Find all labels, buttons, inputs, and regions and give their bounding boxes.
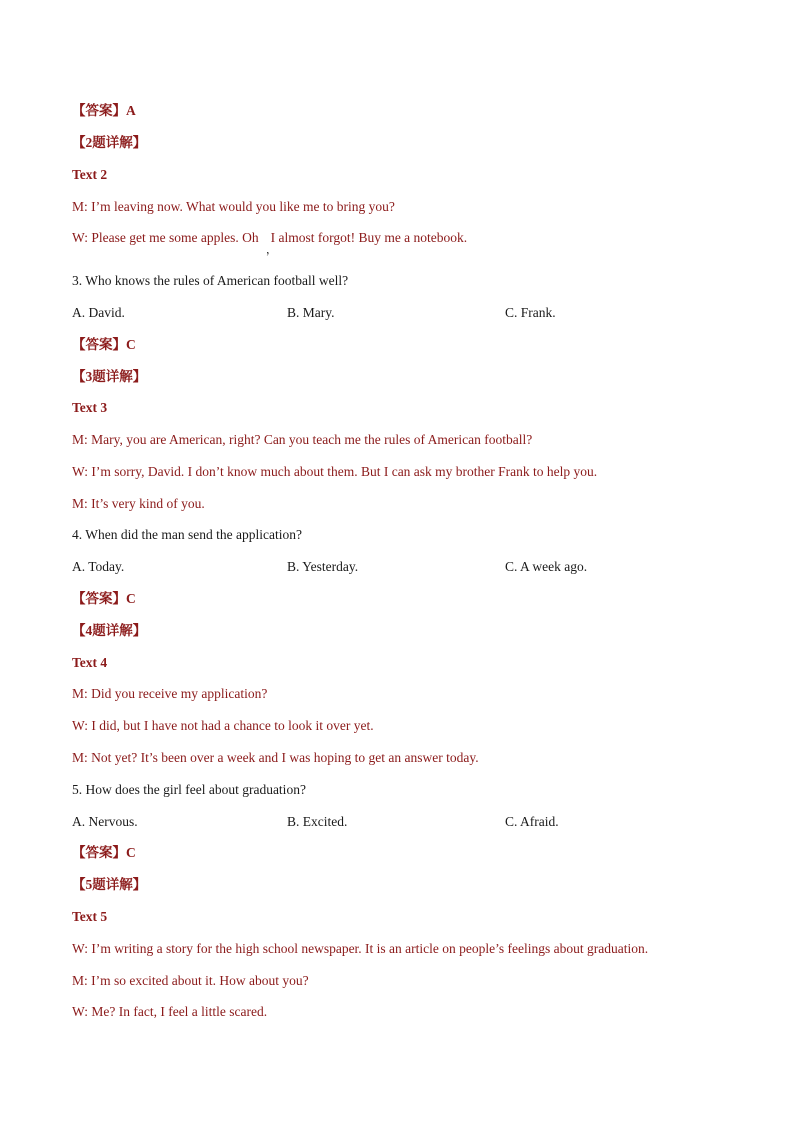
q4-question: 4. When did the man send the application? (72, 527, 302, 542)
q4-text-title: Text 4 (72, 655, 108, 670)
q4-option-a: A. Today. (72, 559, 125, 574)
q3-dialogue-line-1: M: Mary, you are American, right? Can you teach me the rules of American football? (72, 432, 533, 447)
q4-detail-heading: 【4题详解】 (72, 623, 147, 638)
q3-option-a: A. David. (72, 305, 125, 320)
q4-option-c: C. A week ago. (505, 559, 588, 574)
q3-option-b: B. Mary. (287, 305, 335, 320)
q5-option-a: A. Nervous. (72, 814, 138, 829)
q2-detail-heading: 【2题详解】 (72, 135, 147, 150)
q5-dialogue-line-2: M: I’m so excited about it. How about you? (72, 973, 309, 988)
q2-line2-part1: W: Please get me some apples. Oh (72, 230, 259, 245)
q5-option-b: B. Excited. (287, 814, 348, 829)
q3-answer: 【答案】C (72, 337, 136, 352)
q2-line2-part2: I almost forgot! Buy me a notebook. (270, 230, 468, 245)
q3-text-title: Text 3 (72, 400, 108, 415)
q3-dialogue-line-3: M: It’s very kind of you. (72, 496, 205, 511)
q3-question: 3. Who knows the rules of American football well? (72, 273, 349, 288)
q5-answer: 【答案】C (72, 845, 136, 860)
q4-dialogue-line-3: M: Not yet? It’s been over a week and I was hoping to get an answer today. (72, 750, 479, 765)
q4-dialogue-line-2: W: I did, but I have not had a chance to look it over yet. (72, 718, 374, 733)
q5-option-c: C. Afraid. (505, 814, 559, 829)
q4-answer: 【答案】C (72, 591, 136, 606)
q2-comma-mark: ， (266, 244, 277, 256)
q2-dialogue-line-1: M: I’m leaving now. What would you like me to bring you? (72, 199, 395, 214)
q5-question: 5. How does the girl feel about graduation? (72, 782, 306, 797)
q3-option-c: C. Frank. (505, 305, 556, 320)
q4-option-b: B. Yesterday. (287, 559, 359, 574)
q2-answer: 【答案】A (72, 103, 136, 118)
q3-dialogue-line-2: W: I’m sorry, David. I don’t know much about them. But I can ask my brother Frank to help you. (72, 464, 598, 479)
q3-detail-heading: 【3题详解】 (72, 369, 147, 384)
q5-dialogue-line-3: W: Me? In fact, I feel a little scared. (72, 1004, 268, 1019)
q5-detail-heading: 【5题详解】 (72, 877, 147, 892)
q5-dialogue-line-1: W: I’m writing a story for the high school newspaper. It is an article on people’s feelings about graduation. (72, 941, 649, 956)
q5-text-title: Text 5 (72, 909, 108, 924)
q2-text-title: Text 2 (72, 167, 108, 182)
q4-dialogue-line-1: M: Did you receive my application? (72, 686, 268, 701)
